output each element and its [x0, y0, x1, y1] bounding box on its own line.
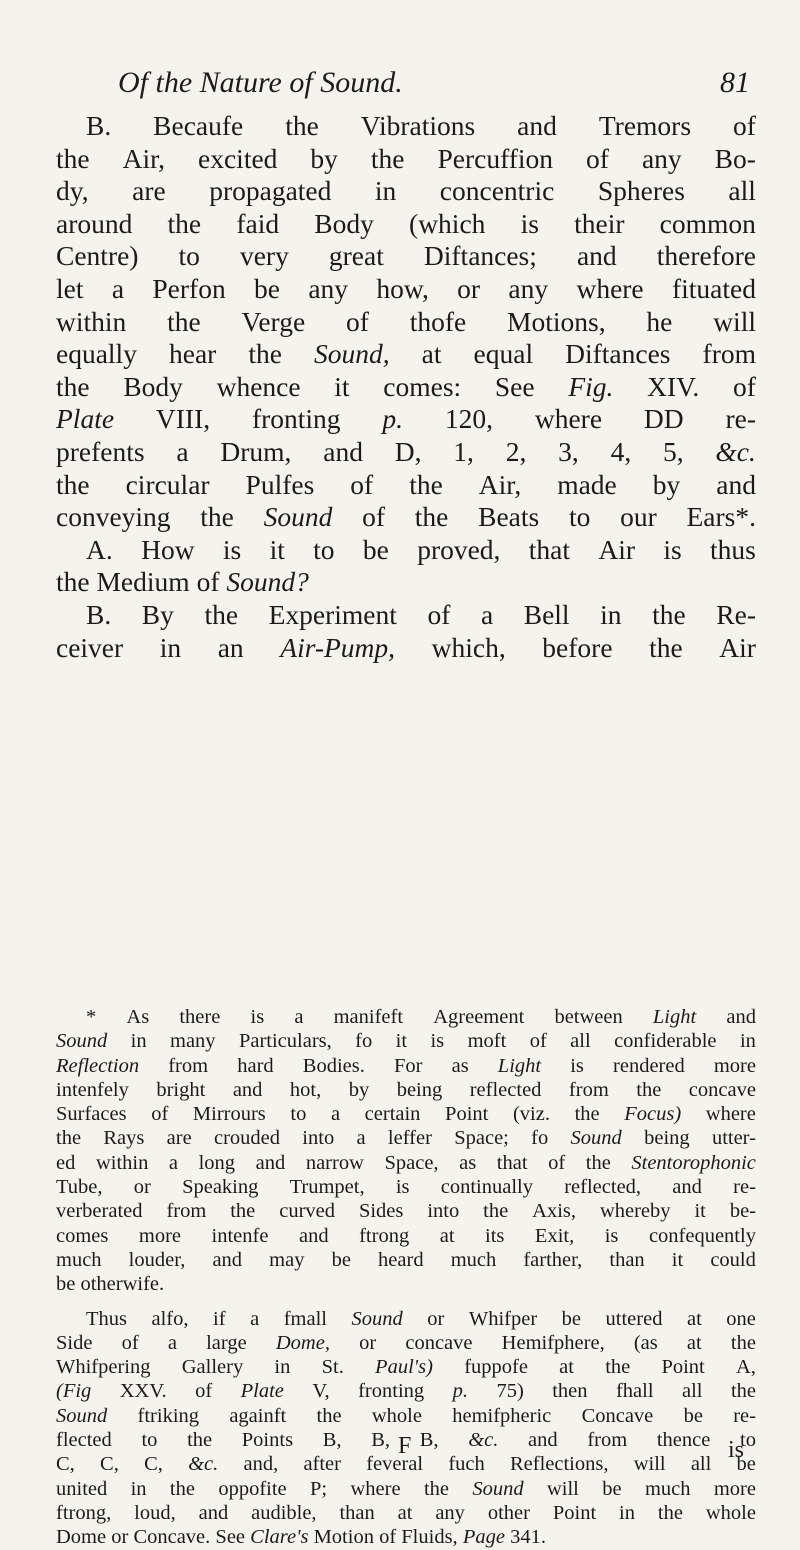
- text-line: let a Perfon be any how, or any where fituated: [56, 272, 756, 304]
- page-number: 81: [720, 66, 750, 99]
- text-line: the Air, excited by the Percuffion of any Bo-: [56, 142, 756, 174]
- text-line: the Body whence it comes: See Fig. XIV. of: [56, 370, 756, 402]
- text-line: equally hear the Sound, at equal Diftances from: [56, 338, 756, 370]
- footnote-line: Reflection from hard Bodies. For as Light is rendered more: [56, 1054, 756, 1077]
- text-line: within the Verge of thofe Motions, he will: [56, 305, 756, 337]
- running-title: Of the Nature of Sound.: [118, 66, 403, 99]
- text-line: Centre) to very great Diftances; and therefore: [56, 240, 756, 272]
- footnote-line: much louder, and may be heard much farther, than it could: [56, 1248, 756, 1271]
- footnote-line: united in the oppofite P; where the Sound will be much more: [56, 1477, 756, 1500]
- catchword: is: [727, 1437, 744, 1463]
- footnote-line: ed within a long and narrow Space, as that of the Stentorophonic: [56, 1151, 756, 1174]
- text-line: B. By the Experiment of a Bell in the Re-: [86, 598, 756, 630]
- footnote-line: Thus alfo, if a fmall Sound or Whifper be uttered at one: [86, 1307, 756, 1330]
- footnote-line: Surfaces of Mirrours to a certain Point (viz. the Focus) where: [56, 1103, 756, 1126]
- text-line: conveying the Sound of the Beats to our Ears*.: [56, 501, 756, 533]
- signature-mark: F: [398, 1433, 412, 1459]
- footnote-line: be otherwife.: [56, 1273, 165, 1296]
- text-line: around the faid Body (which is their common: [56, 207, 756, 239]
- text-line: Plate VIII, fronting p. 120, where DD re-: [56, 403, 756, 435]
- text-line: dy, are propagated in concentric Spheres all: [56, 175, 756, 207]
- paragraph-gap: [56, 1297, 756, 1307]
- footnote-line: (Fig XXV. of Plate V, fronting p. 75) then fhall all the: [56, 1380, 756, 1403]
- footnote-line: flected to the Points B, B, B, &c. and from thence to: [56, 1429, 756, 1452]
- footnote-line: Sound in many Particulars, fo it is moft of all confiderable in: [56, 1030, 756, 1053]
- footnote-line: Dome or Concave. See Clare's Motion of Fluids, Page 341.: [56, 1526, 546, 1549]
- main-text: [56, 110, 756, 664]
- footnote-line: intenfely bright and hot, by being reflected from the concave: [56, 1078, 756, 1101]
- footnote-line: ftrong, loud, and audible, than at any other Point in the whole: [56, 1501, 756, 1524]
- footnote-line: the Rays are crouded into a leffer Space; fo Sound being utter-: [56, 1127, 756, 1150]
- footnote-line: C, C, C, &c. and, after feveral fuch Reflections, will all be: [56, 1453, 756, 1476]
- footnote-line: Whifpering Gallery in St. Paul's) fuppofe at the Point A,: [56, 1356, 756, 1379]
- page-header: [118, 66, 750, 106]
- footnote-line: Tube, or Speaking Trumpet, is continually reflected, and re-: [56, 1176, 756, 1199]
- text-line: prefents a Drum, and D, 1, 2, 3, 4, 5, &c.: [56, 435, 756, 467]
- footnote-line: Side of a large Dome, or concave Hemifphere, (as at the: [56, 1331, 756, 1354]
- text-line: A. How is it to be proved, that Air is thus: [86, 533, 756, 565]
- page-footer: [56, 1433, 756, 1473]
- footnote-line: comes more intenfe and ftrong at its Exit, is confequently: [56, 1224, 756, 1247]
- text-line: B. Becaufe the Vibrations and Tremors of: [86, 110, 756, 141]
- footnote-line: * As there is a manifeft Agreement between Light and: [86, 1006, 756, 1028]
- text-line: ceiver in an Air-Pump, which, before the Air: [56, 631, 756, 663]
- footnote-line: Sound ftriking againft the whole hemifpheric Concave be re-: [56, 1404, 756, 1427]
- footnote-line: verberated from the curved Sides into the Axis, whereby it be-: [56, 1200, 756, 1223]
- text-line: the circular Pulfes of the Air, made by and: [56, 468, 756, 500]
- text-line: the Medium of Sound?: [56, 566, 309, 598]
